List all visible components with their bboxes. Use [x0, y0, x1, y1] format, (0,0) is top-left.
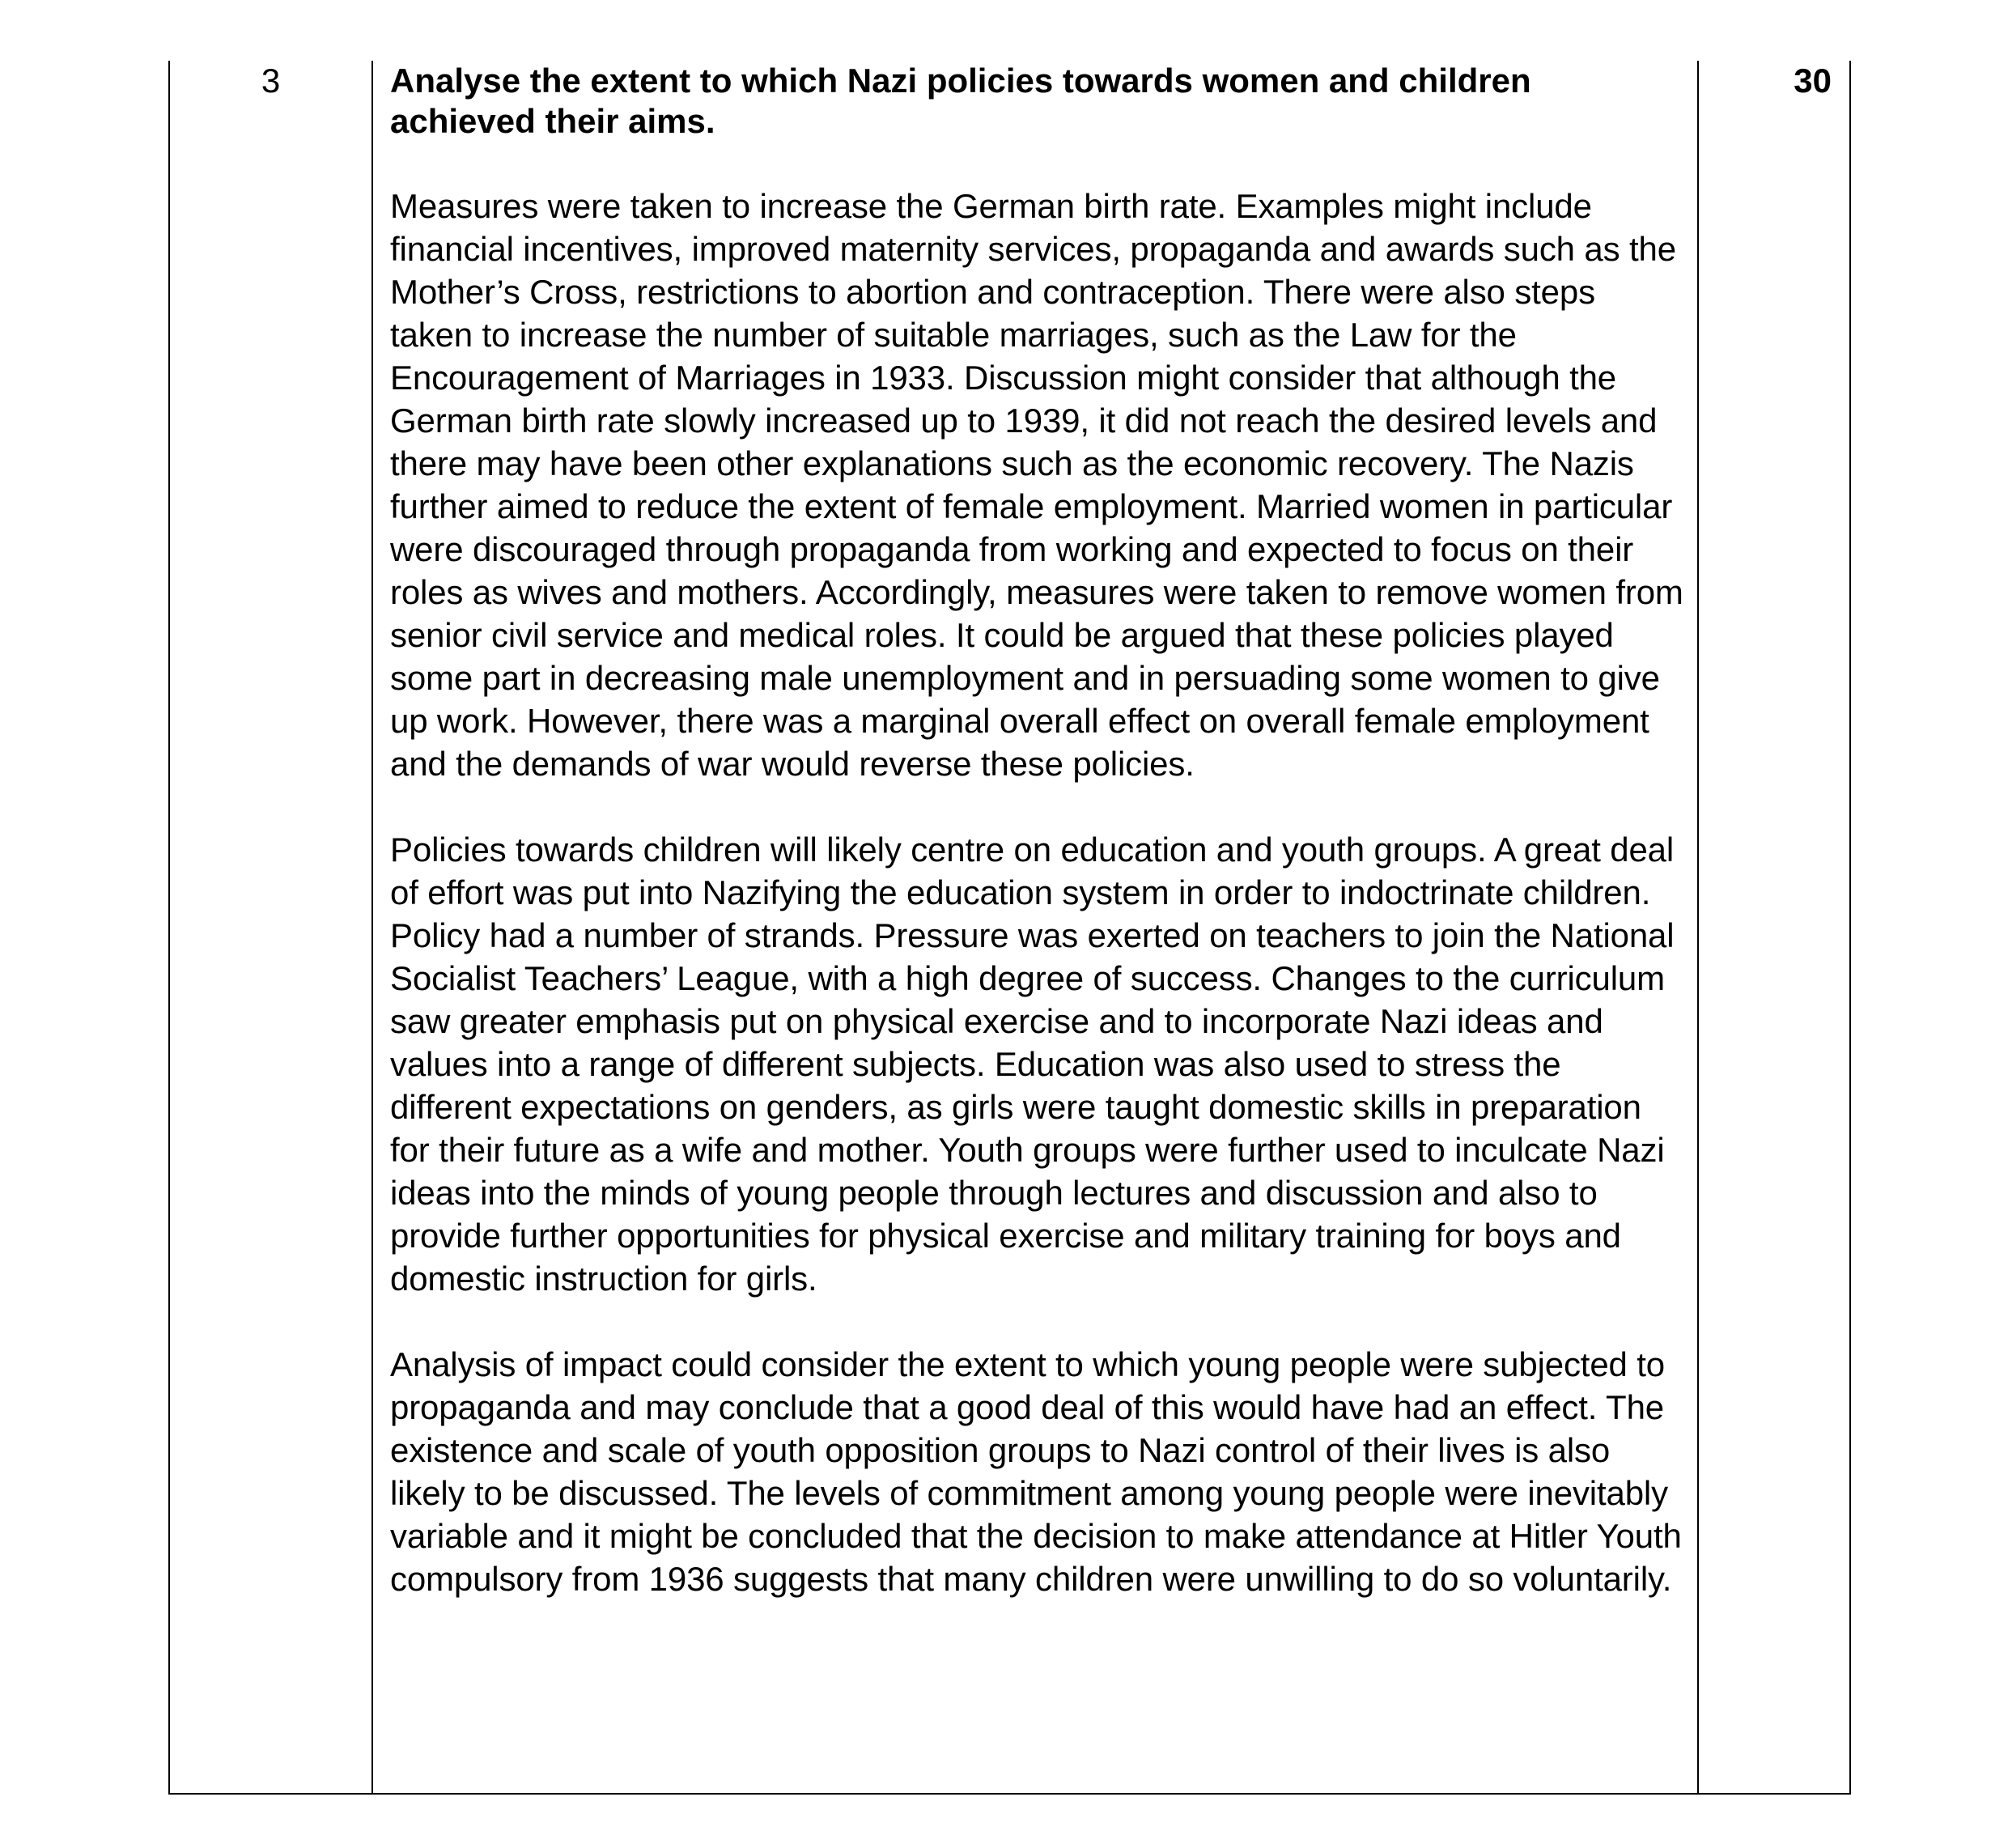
- column-divider-marks: [1697, 61, 1699, 1793]
- question-prompt: Analyse the extent to which Nazi policies towards women and children achieved their aims.: [390, 62, 1531, 140]
- question-number: 3: [261, 62, 281, 100]
- answer-paragraph-children: Policies towards children will likely centre on education and youth groups. A great deal of effort was put into Nazifying the education system in order to indoctrinate children. Policy had a number of strands. Pressure was exerted on teachers to join the National Socialist Teachers’ League, with a high degree of success. Changes to the curriculum saw greater emphasis put on physical exercise and to incorporate Nazi ideas and values into a range of different subjects. Education was also used to stress the different expectations on genders, as girls were taught domestic skills in preparation for their future as a wife and mother. Youth groups were further used to inculcate Nazi ideas into the minds of young people through lectures and discussion and also to provide further opportunities for physical exercise and military training for boys and domestic instruction for girls.: [390, 831, 1675, 1298]
- answer-content: [390, 61, 1685, 1600]
- answer-paragraph-women: Measures were taken to increase the German birth rate. Examples might include financial incentives, improved maternity services, propaganda and awards such as the Mother’s Cross, restrictions to abortion and contraception. There were also steps taken to increase the number of suitable marriages, such as the Law for the Encouragement of Marriages in 1933. Discussion might consider that although the German birth rate slowly increased up to 1939, it did not reach the desired levels and there may have been other explanations such as the economic recovery. The Nazis further aimed to reduce the extent of female employment. Married women in particular were discouraged through propaganda from working and expected to focus on their roles as wives and mothers. Accordingly, measures were taken to remove women from senior civil service and medical roles. It could be argued that these policies played some part in decreasing male unemployment and in persuading some women to give up work. However, there was a marginal overall effect on overall female employment and the demands of war would reverse these policies.: [390, 187, 1683, 783]
- answer-paragraph-impact: Analysis of impact could consider the extent to which young people were subjected to propaganda and may conclude that a good deal of this would have had an effect. The existence and scale of youth opposition groups to Nazi control of their lives is also likely to be discussed. The levels of commitment among young people were inevitably variable and it might be concluded that the decision to make attendance at Hitler Youth compulsory from 1936 suggests that many children were unwilling to do so voluntarily.: [390, 1345, 1682, 1598]
- mark-scheme-table: [168, 61, 1851, 1795]
- question-marks: 30: [1794, 62, 1832, 100]
- column-divider-question: [371, 61, 373, 1793]
